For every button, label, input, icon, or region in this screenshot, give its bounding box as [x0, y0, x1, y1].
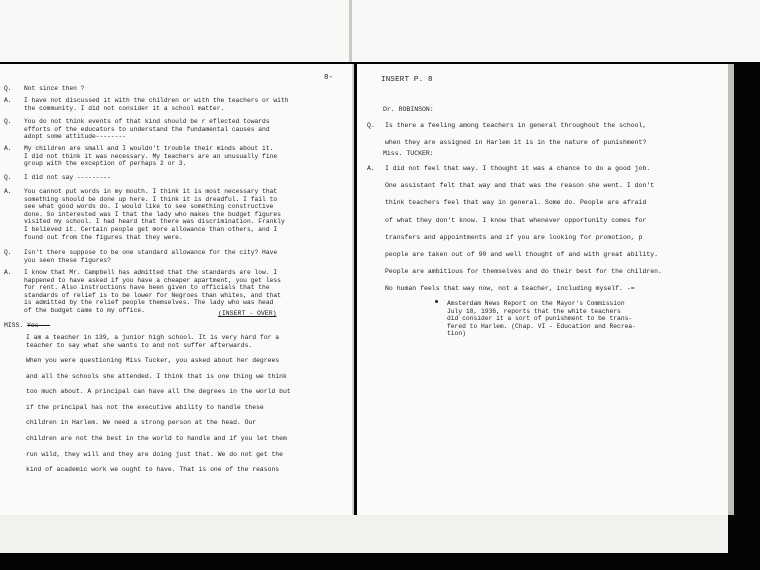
qa-marker: A. [4, 97, 12, 104]
qa-marker: Q. [4, 118, 12, 125]
qa-text: You cannot put words in my mouth. I think it is most necessary that something should be done up here. I think it is dreadful. I fail to see what good words do. I would like to see something constructive done. So interested was I that the lady who makes the budget figures visited my school. I had heard that there was discrimination. Frankly I believed it. Certain people get more allowance than others, and I found out from the figures that they were. [24, 188, 285, 241]
scan-bottom-margin [0, 515, 728, 553]
qa-text: Is there a feeling among teachers in general throughout the school, when they are assigned in Harlem it is in the nature of punishment? [385, 122, 647, 147]
qa-item [4, 269, 344, 316]
qa-marker: Q. [4, 249, 12, 256]
qa-item [4, 85, 344, 95]
qa-item [4, 145, 344, 169]
qa-item [4, 118, 344, 142]
qa-marker: Q. [4, 174, 12, 181]
qa-text: Not since then ? [24, 85, 85, 92]
left-page [0, 64, 354, 515]
scan-top-margin [0, 0, 760, 62]
qa-text: Isn't there suppose to be one standard allowance for the city? Have you seen these figures? [24, 249, 278, 264]
qa-text: My children are small and I wouldn't trouble their minds about it. I did not think it was necessary. My teachers are an unusually fine group with the exception of perhaps 2 or 3. [24, 145, 278, 168]
qa-item [367, 117, 722, 151]
statement-intro: I am a teacher in 139, a junior high school. It is very hard for a teacher to say what she wants to and not suffer afterwards. [26, 334, 280, 349]
qa-item [367, 160, 722, 300]
insert-label: (INSERT - OVER) [218, 310, 277, 317]
statement-body: When you were questioning Miss Tucker, you asked about her degrees and all the schools she attended. I think that is one thing we think too much about. A principal can have all the degrees in the world but if the principal has not the executive ability to handle these children in Harlem. We need a strong person at the head. Our children are not the best in the world to handle and if you let them run wild, they will and they are doing just that. We do not get the kind of academic work we ought to have. That is one of the reasons [26, 357, 291, 474]
qa-text: I did not say --------- [24, 174, 111, 181]
bullet-dot [435, 300, 438, 303]
struck-text: Yes--- [27, 322, 51, 329]
qa-marker: Q. [4, 85, 12, 92]
qa-item [4, 174, 344, 183]
qa-marker: A. [367, 165, 375, 172]
qa-marker: A. [4, 145, 12, 152]
qa-text: You do not think events of that kind should be r eflected towards efforts of the educators to understand the fundamental causes and adopt some attitude-------- [24, 118, 270, 141]
page-edge-shadow [728, 64, 734, 515]
qa-text: I know that Mr. Campbell has admitted that the standards are low. I happened to have asked if you have a cheaper apartment, you get less for rent. Also instructions have been given to officials that the standards of relief is to be lower for Negroes than whites, and that is admitted by the relief people themselves. The lady who was head of the budget came to my office. [24, 269, 281, 314]
qa-item [4, 97, 344, 114]
page-number: 8- [324, 74, 334, 82]
right-page [357, 64, 728, 515]
speaker-label [4, 322, 50, 329]
qa-item [4, 249, 344, 266]
qa-item [4, 188, 344, 243]
qa-text: I have not discussed it with the children or with the teachers or with the community. I did not consider it a school matter. [24, 97, 289, 112]
insert-header: INSERT P. 8 [381, 76, 433, 84]
qa-marker: Q. [367, 122, 375, 129]
page-seam [349, 0, 352, 62]
speaker-tucker: Miss. TUCKER: [383, 150, 434, 157]
footnote-text: Amsterdam News Report on the Mayor's Commission July 18, 1936, reports that the white teachers did consider it a sort of punishment to be trans- fered to Harlem. (Chap. VI - Education and Recrea- tion) [447, 300, 636, 338]
qa-text: I did not feel that way. I thought it was a chance to do a good job. One assistant felt that way and that was the reason she went. I don't think teachers feel that way in general. Some do. People are afraid of what they don't know. I know that whenever opportunity comes for transfers and appointments and if you are looking for promotion, p people are taken out of 90 and well thought of and with great ability. People are ambitious for themselves and do their best for the children. No human feels that way now, not a teacher, including myself. -= [385, 165, 662, 293]
qa-marker: A. [4, 188, 12, 195]
qa-marker: A. [4, 269, 12, 276]
speaker-prefix: MISS. [4, 322, 24, 329]
speaker-robinson: Dr. ROBINSON: [383, 106, 434, 113]
